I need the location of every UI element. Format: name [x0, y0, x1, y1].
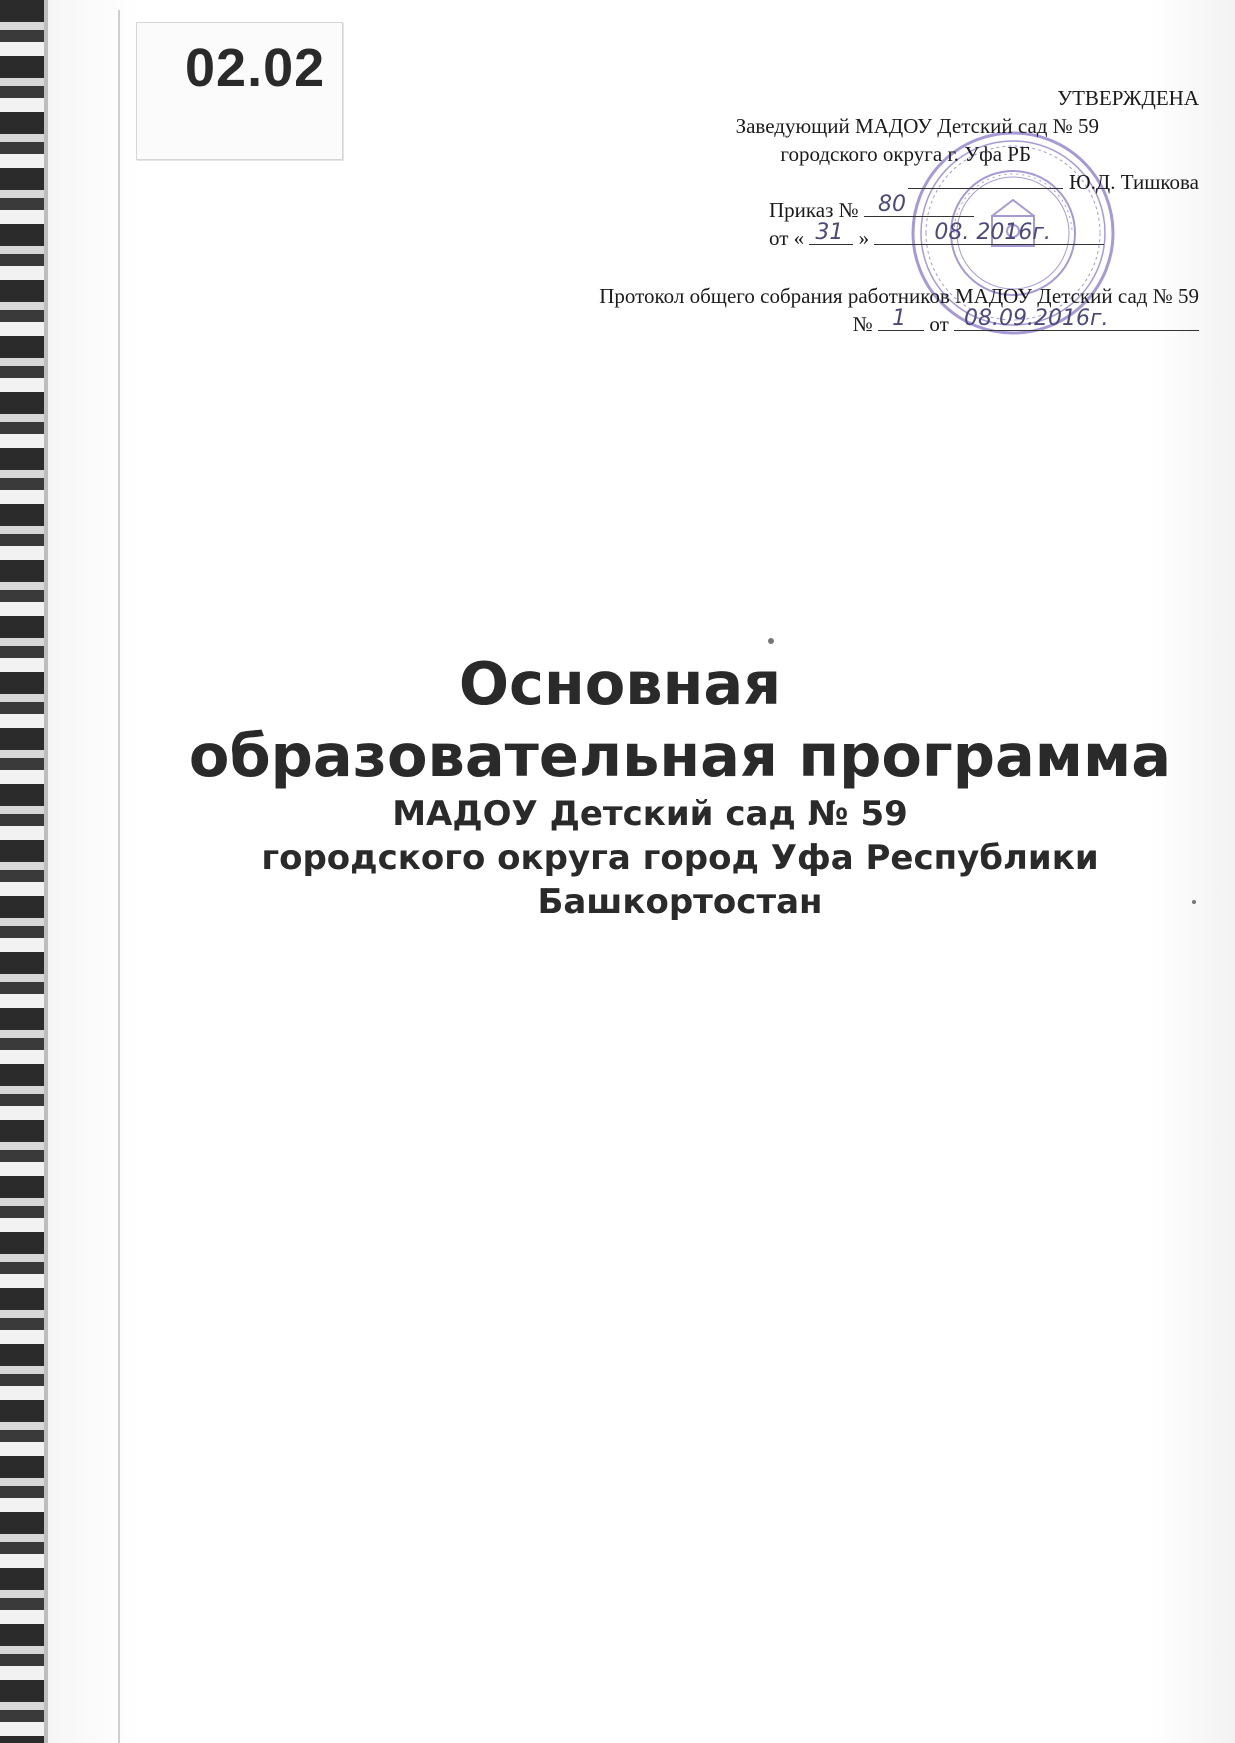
date-value-line	[874, 220, 1104, 245]
order-number: 80	[877, 192, 906, 217]
order-date-row	[769, 220, 1199, 252]
signature-row	[439, 168, 1199, 196]
protocol-number: 1	[892, 306, 907, 331]
date-day-line	[809, 220, 853, 245]
scan-speck	[1192, 900, 1196, 904]
date-close-label: »	[858, 226, 870, 250]
protocol-date-label: от	[929, 312, 949, 336]
protocol-number-row	[439, 306, 1199, 338]
date-day: 31	[815, 220, 844, 245]
binding-edge	[44, 0, 48, 1743]
page-fold-line	[118, 10, 120, 1743]
title-line-2: образовательная программа	[188, 721, 1172, 790]
signer-name: Ю.Д. Тишкова	[1069, 170, 1199, 194]
title-line-1: Основная	[458, 649, 782, 718]
title-line-3: МАДОУ Детский сад № 59	[392, 794, 908, 834]
protocol-block	[439, 282, 1199, 338]
approval-heading: УТВЕРЖДЕНА	[1057, 86, 1199, 110]
document-title-block	[180, 648, 1180, 924]
protocol-text: Протокол общего собрания работников МАДОУ Детский сад № 59	[599, 284, 1199, 308]
title-line-4: городского округа город Уфа Республики	[261, 838, 1099, 878]
protocol-number-label: №	[852, 312, 873, 336]
date-value: 08. 2016г.	[934, 220, 1051, 245]
spiral-binding	[0, 0, 44, 1743]
scan-speck	[768, 638, 774, 644]
protocol-date-line	[954, 306, 1199, 331]
order-label: Приказ №	[769, 198, 859, 222]
date-open-label: от «	[769, 226, 805, 250]
archive-label-sticker	[136, 22, 343, 160]
protocol-number-line	[878, 306, 924, 331]
order-number-line	[864, 192, 974, 217]
protocol-date: 08.09.2016г.	[964, 306, 1109, 331]
approval-block	[439, 84, 1199, 252]
title-line-5: Башкортостан	[537, 882, 823, 922]
signature-line	[908, 170, 1063, 189]
approval-position: Заведующий МАДОУ Детский сад № 59	[735, 114, 1099, 138]
archive-label-number: 02.02	[185, 38, 326, 98]
approval-organization: городского округа г. Уфа РБ	[780, 142, 1031, 166]
